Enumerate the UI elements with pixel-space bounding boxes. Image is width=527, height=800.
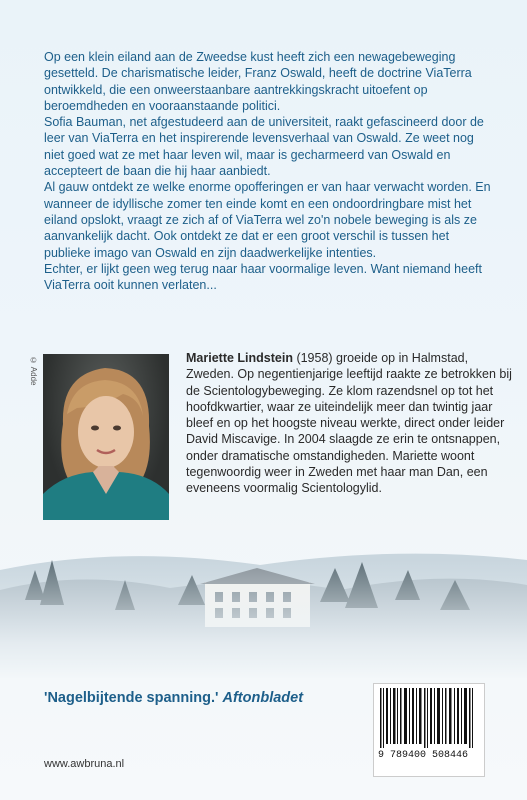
back-cover-blurb: [44, 49, 494, 293]
quote-text: 'Nagelbijtende spanning.': [44, 690, 219, 706]
press-quote: [44, 690, 303, 706]
misty-landscape-illustration: [0, 540, 527, 680]
author-name: Mariette Lindstein: [186, 351, 293, 365]
author-portrait-illustration: [43, 354, 169, 520]
quote-source: Aftonbladet: [222, 690, 304, 706]
blurb-paragraph: Al gauw ontdekt ze welke enorme opofferingen er van haar verwacht worden. En wanneer de idyllische zomer ten einde komt en een ondoordringbare mist het eiland opslokt, vraagt ze zich af of ViaTerra wel zo'n nobele beweging is als ze aanvankelijk dacht. Ook ontdekt ze dat er een groot verschil is tussen het publieke imago van Oswald en zijn daadwerkelijke intenties.: [44, 180, 491, 260]
author-portrait: [43, 354, 169, 520]
barcode-bars: [374, 684, 484, 750]
blurb-paragraph: Sofia Bauman, net afgestudeerd aan de universiteit, raakt gefascineerd door de leer van ViaTerra en het inspirerende levensverhaal van Oswald. Ze weet nog niet goed wat ze met haar leven wil, maar is gecharmeerd van Oswald en accepteert de baan die hij haar aanbiedt.: [44, 115, 484, 179]
photo-credit: © Adde: [29, 356, 38, 386]
isbn-barcode: [373, 683, 485, 777]
blurb-paragraph: Echter, er lijkt geen weg terug naar haar voormalige leven. Want niemand heeft ViaTerra ooit kunnen verlaten...: [44, 261, 482, 293]
blurb-paragraph: Op een klein eiland aan de Zweedse kust heeft zich een newagebeweging gesetteld. De charismatische leider, Franz Oswald, heeft de doctrine ViaTerra ontwikkeld, die een onweerstaanbare aantrekkingskracht uitoefent op beroemdheden en vooraanstaande politici.: [44, 50, 472, 113]
isbn-digits: 9 789400 508446: [378, 750, 469, 761]
publisher-website: www.awbruna.nl: [44, 758, 125, 770]
misty-landscape-svg: [0, 540, 527, 680]
author-bio: [186, 350, 516, 497]
author-bio-text: (1958) groeide op in Halmstad, Zweden. Op negentienjarige leeftijd raakte ze betrokken bij de Scientologybeweging. Ze klom razendsnel op tot het hoofdkwartier, waar ze uiteindelijk meer dan twintig jaar bleef en op het hoogste niveau werkte, direct onder leider David Miscavige. In 2004 slaagde ze erin te ontsnappen, onder dramatische omstandigheden. Mariette woont tegenwoordig weer in Zweden met haar man Dan, een eveneens voormalig Scientologylid.: [186, 351, 512, 496]
